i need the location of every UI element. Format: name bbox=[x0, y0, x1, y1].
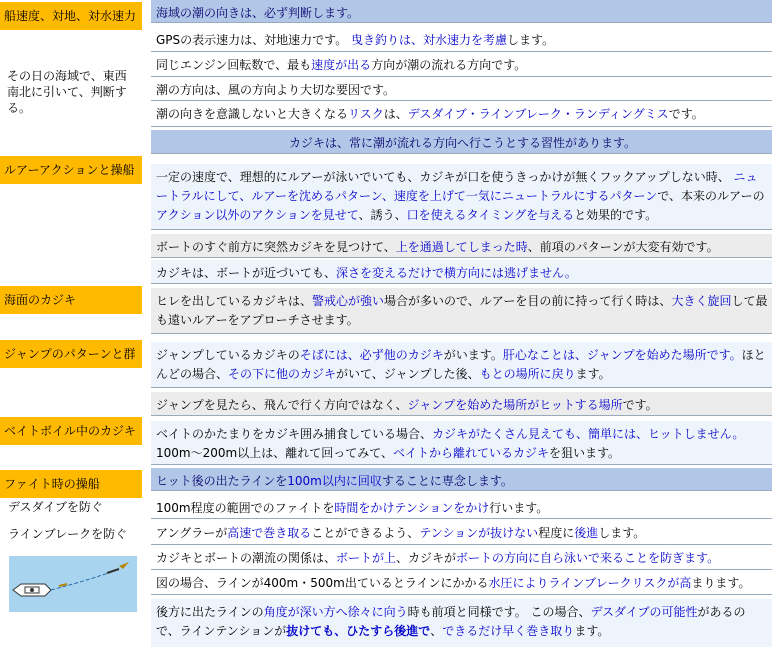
table-row: ヒレを出しているカジキは、警戒心が強い場合が多いので、ルアーを目の前に持って行く時は、大きく旋回して最も遠いルアーをアプローチさせます。 bbox=[151, 288, 772, 334]
boat-window-icon bbox=[30, 588, 34, 592]
label-jump-pattern: ジャンプのパターンと群 bbox=[0, 340, 142, 368]
table-row: ベイトのかたまりをカジキ囲み捕食している場合、カジキがたくさん見えても、簡単には、ヒットしません。100m～200m以上は、離れて回ってみて、ベイトから離れているカジキを狙います。 bbox=[151, 421, 772, 465]
row-header-habit: カジキは、常に潮が流れる方向へ行こうとする習性があります。 bbox=[151, 130, 772, 154]
table-row: カジキは、ボートが近づいても、深さを変えるだけで横方向には逃げません。 bbox=[151, 260, 772, 284]
sub-line-break: ラインブレークを防ぐ bbox=[8, 527, 128, 541]
label-surface-marlin: 海面のカジキ bbox=[0, 286, 142, 314]
table-row: アングラーが高速で巻き取ることができるよう、テンションが抜けない程度に後進します。 bbox=[151, 520, 772, 545]
content-table bbox=[151, 0, 772, 647]
table-row: 潮の向きを意識しないと大きくなるリスクは、デスダイブ・ラインブレーク・ランディングミスです。 bbox=[151, 101, 772, 127]
table-row: 潮の方向は、風の方向より大切な要因です。 bbox=[151, 77, 772, 101]
marlin-icon bbox=[119, 562, 129, 569]
label-boat-speed: 船速度、対地、対水速力 bbox=[0, 2, 142, 30]
left-note: その日の海域で、東西南北に引いて、判断する。 bbox=[7, 69, 127, 115]
left-column bbox=[0, 0, 150, 647]
row-header-current: 海域の潮の向きは、必ず判断します。 bbox=[151, 0, 772, 23]
table-row: 一定の速度で、理想的にルアーが泳いでいても、カジキが口を使うきっかけが無くフックアップしない時、 ニュートラルにして、ルアーを沈めるパターン、速度を上げて一気にニュートラルにするパターンで、本来のルアーのアクション以外のアクションを見せて、誘う、口を使えるタイミングを与えると効果的です。 bbox=[151, 164, 772, 230]
label-lure-action: ルアーアクションと操船 bbox=[0, 156, 142, 184]
marlin-hook-icon bbox=[107, 569, 119, 573]
table-row: カジキとボートの潮流の関係は、ボートが上、カジキがボートの方向に自ら泳いで来ることを防ぎます。 bbox=[151, 545, 772, 570]
table-row: 100m程度の範囲でのファイトを時間をかけテンションをかけ行います。 bbox=[151, 495, 772, 519]
label-bait-boil: ベイトボイル中のカジキ bbox=[0, 417, 142, 445]
table-row: ボートのすぐ前方に突然カジキを見つけて、上を通過してしまった時、前項のパターンが大変有効です。 bbox=[151, 234, 772, 258]
table-row: 図の場合、ラインが400m・500m出ているとラインにかかる水圧によりラインブレークリスクが高まります。 bbox=[151, 570, 772, 595]
label-fight-maneuver: ファイト時の操船 bbox=[0, 470, 142, 498]
row-header-recover: ヒット後の出たラインを100m以内に回収することに専念します。 bbox=[151, 468, 772, 491]
table-row: 同じエンジン回転数で、最も速度が出る方向が潮の流れる方向です。 bbox=[151, 52, 772, 77]
table-row: 後方に出たラインの角度が深い方へ徐々に向う時も前項と同様です。 この場合、デスダイブの可能性があるので、ラインテンションが抜けても、ひたすら後進で、できるだけ早く巻き取ります。 bbox=[151, 599, 772, 647]
sub-death-dive: デスダイブを防ぐ bbox=[8, 500, 103, 514]
table-row: GPSの表示速力は、対地速力です。 曳き釣りは、対水速力を考慮します。 bbox=[151, 27, 772, 52]
table-row: ジャンプしているカジキのそばには、必ず他のカジキがいます。肝心なことは、ジャンプを始めた場所です。ほとんどの場合、その下に他のカジキがいて、ジャンプした後、もとの場所に戻ります。 bbox=[151, 342, 772, 388]
boat-illustration bbox=[9, 556, 137, 612]
boat-line-diagram bbox=[9, 556, 137, 612]
table-row: ジャンプを見たら、飛んで行く方向ではなく、ジャンプを始めた場所がヒットする場所です。 bbox=[151, 392, 772, 416]
